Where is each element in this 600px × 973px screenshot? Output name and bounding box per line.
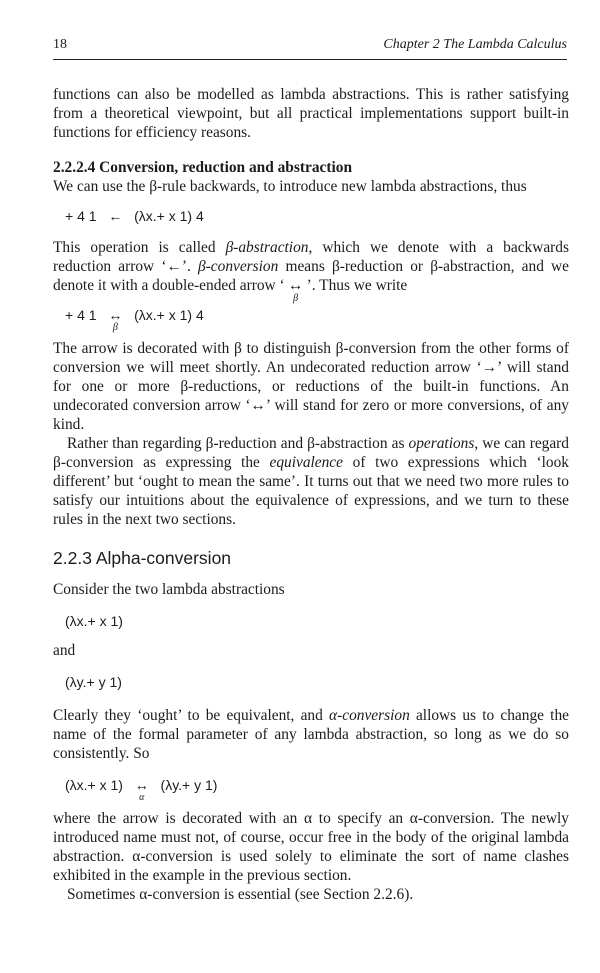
intro-paragraph: functions can also be modelled as lambda abstractions. This is rather satisfying from a theoretical viewpoint, but all practical implementations support built-in functions for efficiency reasons.: [53, 86, 569, 141]
code-text: (λy.+ y 1): [160, 777, 218, 793]
arrow-subscript: β: [112, 322, 118, 333]
code-example: [53, 305, 569, 333]
subsection-heading: 2.2.2.4 Conversion, reduction and abstraction: [53, 159, 352, 176]
code-example: (λx.+ x 1): [65, 613, 123, 629]
text-run: allows us to change the name of the formal parameter of any lambda abstraction, so long as we do so consistently. So: [53, 707, 569, 762]
emphasis: α-conversion: [329, 707, 410, 724]
page-body: [53, 85, 569, 904]
emphasis: equivalence: [269, 454, 343, 471]
code-text: (λx.+ x 1) 4: [134, 208, 204, 224]
code-example: [53, 775, 569, 803]
arrow-glyph: ↔: [134, 777, 149, 793]
text-run: , we can regard β-conversion as expressing the: [53, 435, 569, 471]
text-run: This operation is called: [53, 239, 226, 256]
emphasis: β-conversion: [198, 258, 279, 275]
paragraph: [53, 238, 570, 304]
arrow-glyph: ←: [108, 208, 123, 224]
code-text: (λx.+ x 1): [65, 777, 123, 793]
text-run: Clearly they ‘ought’ to be equivalent, and: [53, 707, 330, 724]
alpha-arrow: [131, 775, 153, 803]
arrow-glyph: ↔: [287, 277, 304, 294]
text-run: of two expressions which ‘look different’ but ‘ought to mean the same’. It turns out that we need two more rules to satisfy our intuitions about the equivalence of expressions, and we turn to these rules in the next two sections.: [53, 454, 569, 528]
code-text: + 4 1: [65, 208, 97, 224]
text-run: Rather than regarding β-reduction and β-abstraction as: [67, 435, 409, 452]
arrow-subscript: α: [139, 792, 145, 803]
paragraph: We can use the β-rule backwards, to introduce new lambda abstractions, thus: [53, 178, 527, 195]
paragraph: where the arrow is decorated with an α to specify an α-conversion. The newly introduced name must not, of course, occur free in the body of the original lambda abstraction. α-conversion is used solely to eliminate the sort of name clashes exhibited in the example in the previous section.: [53, 810, 569, 884]
emphasis: operations: [408, 435, 475, 452]
arrow-glyph: ↔: [108, 307, 123, 323]
paragraph: [53, 706, 569, 763]
code-text: (λx.+ x 1) 4: [134, 307, 204, 323]
paragraph: Consider the two lambda abstractions: [53, 581, 285, 598]
emphasis: β-abstraction: [225, 239, 309, 256]
backward-arrow: [104, 206, 126, 226]
beta-arrow: [104, 305, 126, 333]
text-run: means β-reduction or β-abstraction, and we denote it with a double-ended arrow ‘: [53, 258, 570, 294]
code-example: (λy.+ y 1): [65, 674, 122, 690]
text-run: , which we denote with a backwards reduction arrow ‘←’.: [53, 239, 569, 275]
arrow-subscript: β: [293, 293, 299, 304]
page-number: 18: [53, 37, 67, 52]
running-head: [53, 35, 567, 60]
paragraph: The arrow is decorated with β to distinguish β-conversion from the other forms of conversion we will meet shortly. An undecorated reduction arrow ‘→’ will stand for one or more β-reductions, or reductions of the built-in functions. An undecorated conversion arrow ‘↔’ will stand for zero or more conversions, of any kind.: [53, 340, 569, 433]
paragraph: Sometimes α-conversion is essential (see Section 2.2.6).: [67, 886, 414, 903]
paragraph: [53, 434, 569, 529]
text-run: ’. Thus we write: [306, 277, 408, 294]
code-text: + 4 1: [65, 307, 97, 323]
connector-word: and: [53, 642, 76, 659]
code-example: [53, 206, 569, 226]
beta-arrow: [285, 276, 307, 304]
chapter-title: Chapter 2 The Lambda Calculus: [383, 37, 567, 52]
section-heading: 2.2.3 Alpha-conversion: [53, 548, 232, 568]
